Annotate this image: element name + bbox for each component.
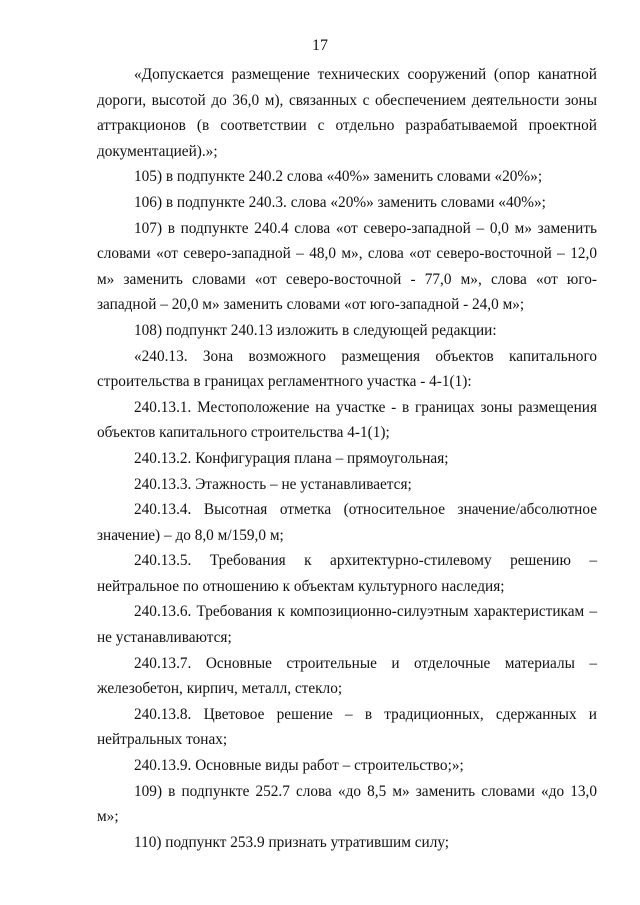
paragraph-240-13-7: 240.13.7. Основные строительные и отделочные материалы – железобетон, кирпич, металл, стекло; [97,654,597,698]
paragraph-240-13-9: 240.13.9. Основные виды работ – строительство;»; [134,757,464,775]
paragraph-item-110: 110) подпункт 253.9 признать утратившим силу; [134,833,450,851]
paragraph-item-108: 108) подпункт 240.13 изложить в следующей редакции: [134,321,497,339]
paragraph-item-107: 107) в подпункте 240.4 слова «от северо-западной – 0,0 м» заменить словами «от северо-западной – 48,0 м», слова «от северо-восточной – 12,0 м» заменить словами «от северо-восточной - 77,0 м», слова «от юго-западной – 20,0 м» заменить словами «от юго-западной - 24,0 м»; [97,219,597,314]
document-body [97,62,597,855]
paragraph-item-105: 105) в подпункте 240.2 слова «40%» заменить словами «20%»; [134,168,543,186]
paragraph-240-13: «240.13. Зона возможного размещения объектов капитального строительства в границах регламентного участка - 4-1(1): [97,347,597,391]
paragraph-240-13-2: 240.13.2. Конфигурация плана – прямоугольная; [134,449,449,467]
paragraph-item-109: 109) в подпункте 252.7 слова «до 8,5 м» заменить словами «до 13,0 м»; [97,782,597,826]
paragraph-240-13-4: 240.13.4. Высотная отметка (относительное значение/абсолютное значение) – до 8,0 м/159,0 м; [97,501,597,544]
paragraph-240-13-8: 240.13.8. Цветовое решение – в традиционных, сдержанных и нейтральных тонах; [97,705,597,749]
page-number: 17 [312,37,328,54]
paragraph-240-13-3: 240.13.3. Этажность – не устанавливается; [134,475,412,493]
paragraph-240-13-1: 240.13.1. Местоположение на участке - в границах зоны размещения объектов капитального строительства 4-1(1); [97,398,597,442]
paragraph-240-13-5: 240.13.5. Требования к архитектурно-стилевому решению – нейтральное по отношению к объектам культурного наследия; [97,552,597,595]
paragraph-item-106: 106) в подпункте 240.3. слова «20%» заменить словами «40%»; [134,193,546,211]
paragraph-240-13-6: 240.13.6. Требования к композиционно-силуэтным характеристикам – не устанавливаются; [97,603,597,647]
paragraph-quote-cable-car: «Допускается размещение технических сооружений (опор канатной дороги, высотой до 36,0 м), связанных с обеспечением деятельности зоны аттракционов (в соответствии с отдельно разрабатываемой проектной документацией).»; [97,66,597,160]
